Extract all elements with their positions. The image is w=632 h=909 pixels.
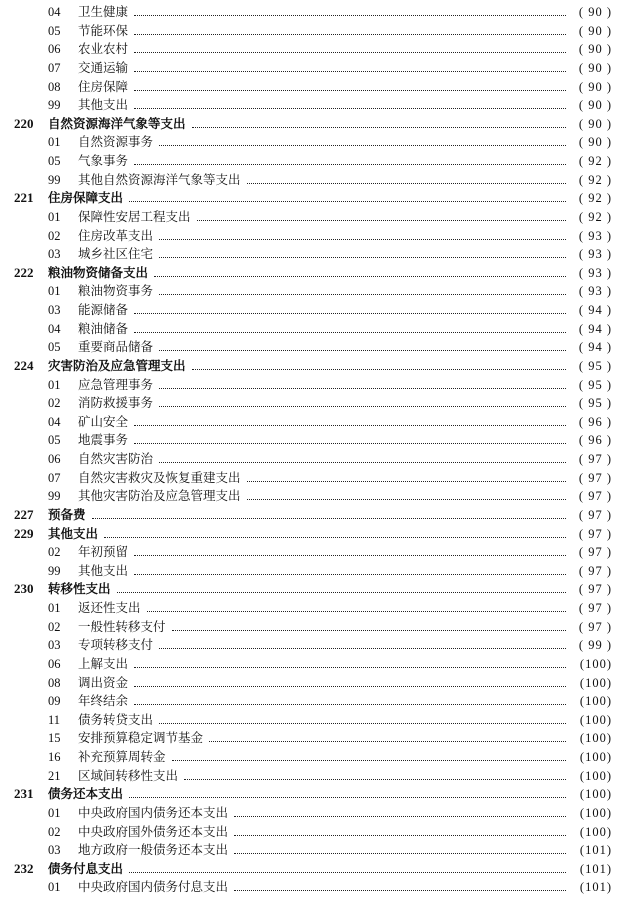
toc-page-number: ( 97 ): [578, 470, 612, 485]
dot-leader: [172, 760, 566, 761]
toc-section-row[interactable]: [0, 264, 632, 283]
dot-leader: [134, 71, 566, 72]
toc-label: 上解支出: [78, 655, 129, 671]
toc-page-number: ( 90 ): [578, 116, 612, 131]
toc-page-number: ( 93 ): [578, 247, 612, 262]
toc-page-number: ( 97 ): [578, 526, 612, 541]
toc-code: 01: [48, 880, 61, 895]
toc-item-row[interactable]: [0, 655, 632, 674]
toc-item-row[interactable]: [0, 40, 632, 59]
dot-leader: [247, 481, 566, 482]
toc-code: 21: [48, 768, 61, 783]
toc-item-row[interactable]: [0, 711, 632, 730]
toc-item-row[interactable]: [0, 599, 632, 618]
toc-item-row[interactable]: [0, 674, 632, 693]
toc-code: 99: [48, 563, 61, 578]
toc-code: 99: [48, 172, 61, 187]
dot-leader: [192, 369, 566, 370]
toc-label: 住房保障: [78, 78, 129, 94]
toc-code: 02: [48, 228, 61, 243]
toc-item-row[interactable]: [0, 823, 632, 842]
toc-label: 其他灾害防治及应急管理支出: [78, 488, 241, 504]
toc-page-number: (101): [579, 861, 612, 876]
table-of-contents: [0, 3, 632, 897]
toc-label: 消防救援事务: [78, 395, 154, 411]
toc-label: 区域间转移性支出: [78, 767, 179, 783]
toc-item-row[interactable]: [0, 245, 632, 264]
toc-page-number: (100): [579, 656, 612, 671]
dot-leader: [154, 276, 566, 277]
toc-page-number: ( 96 ): [578, 414, 612, 429]
toc-label: 矿山安全: [78, 413, 129, 429]
toc-section-row[interactable]: [0, 506, 632, 525]
toc-label: 住房改革支出: [78, 227, 154, 243]
toc-code: 220: [14, 115, 34, 131]
toc-section-row[interactable]: [0, 580, 632, 599]
toc-label: 自然资源事务: [78, 134, 154, 150]
dot-leader: [134, 332, 566, 333]
toc-code: 06: [48, 452, 61, 466]
toc-label: 年终结余: [78, 693, 129, 709]
toc-code: 02: [48, 824, 61, 839]
toc-code: 01: [48, 135, 61, 150]
toc-section-row[interactable]: [0, 357, 632, 376]
toc-label: 调出资金: [78, 674, 129, 690]
toc-label: 债务还本支出: [48, 786, 124, 802]
dot-leader: [234, 890, 566, 891]
toc-page-number: (100): [579, 805, 612, 820]
toc-item-row[interactable]: [0, 767, 632, 786]
dot-leader: [159, 145, 566, 146]
dot-leader: [159, 406, 566, 407]
toc-page-number: (100): [579, 768, 612, 783]
toc-item-row[interactable]: [0, 96, 632, 115]
dot-leader: [159, 350, 566, 351]
toc-label: 重要商品储备: [78, 339, 154, 355]
toc-page-number: (100): [579, 824, 612, 839]
dot-leader: [159, 294, 566, 295]
dot-leader: [134, 667, 566, 668]
toc-label: 其他自然资源海洋气象等支出: [78, 171, 241, 187]
dot-leader: [134, 704, 566, 705]
toc-page-number: ( 90 ): [578, 42, 612, 57]
dot-leader: [172, 630, 566, 631]
dot-leader: [159, 723, 566, 724]
toc-section-row[interactable]: [0, 189, 632, 208]
dot-leader: [134, 90, 566, 91]
toc-item-row[interactable]: [0, 692, 632, 711]
toc-page-number: (101): [579, 880, 612, 895]
dot-leader: [147, 611, 566, 612]
toc-page-number: ( 97 ): [578, 582, 612, 597]
toc-item-row[interactable]: [0, 227, 632, 246]
dot-leader: [129, 872, 566, 873]
dot-leader: [134, 52, 566, 53]
toc-page-number: ( 96 ): [578, 433, 612, 448]
dot-leader: [129, 797, 566, 798]
toc-item-row[interactable]: [0, 729, 632, 748]
dot-leader: [159, 648, 566, 649]
toc-code: 99: [48, 98, 61, 113]
toc-code: 04: [48, 414, 61, 429]
toc-code: 08: [48, 79, 61, 94]
toc-code: 02: [48, 619, 61, 634]
toc-section-row[interactable]: [0, 525, 632, 544]
dot-leader: [134, 443, 566, 444]
dot-leader: [134, 425, 566, 426]
toc-page-number: (100): [579, 675, 612, 690]
toc-item-row[interactable]: [0, 376, 632, 395]
toc-item-row[interactable]: [0, 841, 632, 860]
toc-code: 16: [48, 750, 61, 764]
toc-code: 227: [14, 506, 34, 522]
toc-page-number: ( 99 ): [578, 638, 612, 653]
toc-code: 05: [48, 433, 61, 448]
toc-code: 01: [48, 284, 61, 299]
toc-label: 自然灾害救灾及恢复重建支出: [78, 469, 241, 485]
dot-leader: [159, 388, 566, 389]
toc-item-row[interactable]: [0, 301, 632, 320]
dot-leader: [134, 686, 566, 687]
toc-page-number: ( 94 ): [578, 303, 612, 317]
toc-label: 节能环保: [78, 22, 129, 38]
toc-code: 229: [14, 525, 34, 541]
toc-label: 自然资源海洋气象等支出: [48, 115, 186, 131]
toc-label: 中央政府国外债务还本支出: [78, 823, 229, 839]
toc-page-number: ( 93 ): [578, 284, 612, 299]
dot-leader: [134, 574, 566, 575]
toc-code: 03: [48, 303, 61, 317]
toc-label: 其他支出: [78, 562, 129, 578]
toc-label: 能源储备: [78, 302, 129, 317]
toc-page-number: (100): [579, 750, 612, 764]
toc-code: 07: [48, 470, 61, 485]
dot-leader: [247, 183, 566, 184]
toc-page-number: ( 97 ): [578, 489, 612, 504]
toc-label: 气象事务: [78, 153, 129, 168]
toc-item-row[interactable]: [0, 878, 632, 897]
toc-page-number: ( 92 ): [578, 191, 612, 206]
toc-label: 债务付息支出: [48, 860, 124, 876]
toc-item-row[interactable]: [0, 59, 632, 78]
toc-section-row[interactable]: [0, 785, 632, 804]
toc-label: 城乡社区住宅: [78, 246, 154, 262]
toc-label: 住房保障支出: [48, 190, 124, 206]
toc-page-number: (100): [579, 787, 612, 802]
toc-label: 补充预算周转金: [78, 749, 166, 764]
toc-label: 卫生健康: [78, 4, 129, 19]
dot-leader: [134, 34, 566, 35]
toc-item-row[interactable]: [0, 487, 632, 506]
toc-label: 中央政府国内债务付息支出: [78, 879, 229, 895]
toc-page-number: (100): [579, 731, 612, 746]
toc-page-number: ( 90 ): [578, 135, 612, 150]
dot-leader: [159, 239, 566, 240]
toc-code: 07: [48, 60, 61, 75]
toc-code: 231: [14, 786, 34, 802]
toc-label: 预备费: [48, 506, 86, 522]
toc-label: 交通运输: [78, 59, 129, 75]
toc-item-row[interactable]: [0, 208, 632, 227]
toc-item-row[interactable]: [0, 431, 632, 450]
dot-leader: [192, 127, 566, 128]
toc-label: 自然灾害防治: [78, 451, 154, 466]
toc-page-number: ( 90 ): [578, 23, 612, 38]
toc-page-number: ( 97 ): [578, 563, 612, 578]
toc-code: 05: [48, 340, 61, 355]
toc-label: 保障性安居工程支出: [78, 208, 191, 224]
toc-label: 农业农村: [78, 41, 129, 57]
toc-label: 地震事务: [78, 432, 129, 448]
toc-item-row[interactable]: [0, 171, 632, 190]
toc-page-number: ( 95 ): [578, 377, 612, 392]
toc-code: 06: [48, 656, 61, 671]
toc-item-row[interactable]: [0, 543, 632, 562]
toc-item-row[interactable]: [0, 394, 632, 413]
toc-item-row[interactable]: [0, 469, 632, 488]
toc-code: 230: [14, 581, 34, 597]
toc-code: 03: [48, 638, 61, 653]
toc-code: 05: [48, 23, 61, 38]
toc-code: 99: [48, 489, 61, 504]
toc-item-row[interactable]: [0, 78, 632, 97]
toc-label: 中央政府国内债务还本支出: [78, 804, 229, 820]
toc-code: 03: [48, 247, 61, 262]
toc-code: 03: [48, 843, 61, 858]
toc-item-row[interactable]: [0, 748, 632, 767]
toc-label: 其他支出: [78, 97, 129, 113]
toc-label: 地方政府一般债务还本支出: [78, 842, 229, 858]
dot-leader: [117, 592, 566, 593]
toc-label: 返还性支出: [78, 600, 141, 615]
dot-leader: [234, 816, 566, 817]
dot-leader: [134, 108, 566, 109]
toc-label: 粮油物资事务: [78, 283, 154, 299]
toc-page-number: ( 90 ): [578, 5, 612, 19]
toc-item-row[interactable]: [0, 133, 632, 152]
toc-code: 224: [14, 357, 34, 373]
toc-code: 08: [48, 675, 61, 690]
dot-leader: [247, 499, 566, 500]
dot-leader: [134, 15, 566, 16]
toc-code: 02: [48, 396, 61, 411]
toc-item-row[interactable]: [0, 152, 632, 171]
toc-page-number: ( 97 ): [578, 601, 612, 615]
dot-leader: [134, 555, 566, 556]
toc-item-row[interactable]: [0, 636, 632, 655]
toc-code: 05: [48, 154, 61, 168]
toc-code: 04: [48, 5, 61, 19]
toc-page-number: (100): [579, 712, 612, 727]
toc-page-number: (101): [579, 843, 612, 858]
toc-item-row[interactable]: [0, 618, 632, 637]
toc-item-row[interactable]: [0, 413, 632, 432]
dot-leader: [129, 201, 566, 202]
toc-page-number: ( 95 ): [578, 358, 612, 373]
toc-page-number: ( 97 ): [578, 545, 612, 560]
toc-page-number: ( 95 ): [578, 396, 612, 411]
dot-leader: [159, 257, 566, 258]
toc-label: 粮油物资储备支出: [48, 264, 149, 280]
dot-leader: [209, 741, 566, 742]
toc-page-number: ( 97 ): [578, 619, 612, 634]
toc-label: 债务转贷支出: [78, 711, 154, 727]
toc-item-row[interactable]: [0, 450, 632, 469]
toc-label: 一般性转移支付: [78, 618, 166, 634]
toc-label: 应急管理事务: [78, 376, 154, 392]
toc-item-row[interactable]: [0, 22, 632, 41]
toc-page-number: ( 92 ): [578, 209, 612, 224]
toc-section-row[interactable]: [0, 860, 632, 879]
toc-label: 粮油储备: [78, 320, 129, 336]
toc-page-number: ( 93 ): [578, 265, 612, 280]
dot-leader: [234, 853, 566, 854]
toc-code: 02: [48, 545, 61, 560]
toc-page-number: ( 94 ): [578, 340, 612, 355]
toc-label: 年初预留: [78, 544, 129, 560]
toc-label: 安排预算稳定调节基金: [78, 730, 204, 746]
toc-code: 06: [48, 42, 61, 57]
toc-page-number: ( 90 ): [578, 79, 612, 94]
toc-section-row[interactable]: [0, 115, 632, 134]
toc-page-number: ( 92 ): [578, 172, 612, 187]
dot-leader: [159, 462, 566, 463]
toc-label: 灾害防治及应急管理支出: [48, 357, 186, 373]
toc-page-number: ( 97 ): [578, 452, 612, 466]
toc-code: 04: [48, 321, 61, 336]
toc-page-number: ( 90 ): [578, 60, 612, 75]
toc-code: 222: [14, 264, 34, 280]
dot-leader: [234, 835, 566, 836]
toc-item-row[interactable]: [0, 338, 632, 357]
toc-label: 专项转移支付: [78, 637, 154, 653]
toc-item-row[interactable]: [0, 3, 632, 22]
dot-leader: [184, 779, 566, 780]
toc-label: 转移性支出: [48, 581, 111, 597]
toc-page-number: ( 93 ): [578, 228, 612, 243]
toc-page-number: ( 90 ): [578, 98, 612, 113]
toc-page-number: ( 92 ): [578, 154, 612, 168]
toc-item-row[interactable]: [0, 562, 632, 581]
toc-item-row[interactable]: [0, 282, 632, 301]
toc-page-number: (100): [579, 694, 612, 709]
dot-leader: [92, 518, 566, 519]
toc-page-number: ( 94 ): [578, 321, 612, 336]
dot-leader: [104, 537, 566, 538]
toc-code: 01: [48, 805, 61, 820]
toc-code: 15: [48, 731, 61, 746]
toc-item-row[interactable]: [0, 804, 632, 823]
toc-code: 01: [48, 377, 61, 392]
toc-code: 232: [14, 860, 34, 876]
toc-code: 11: [48, 712, 61, 727]
toc-code: 09: [48, 694, 61, 709]
toc-item-row[interactable]: [0, 320, 632, 339]
dot-leader: [197, 220, 566, 221]
toc-label: 其他支出: [48, 525, 99, 541]
dot-leader: [134, 313, 566, 314]
toc-code: 221: [14, 190, 34, 206]
toc-page-number: ( 97 ): [578, 507, 612, 522]
dot-leader: [134, 164, 566, 165]
toc-code: 01: [48, 601, 61, 615]
toc-code: 01: [48, 209, 61, 224]
